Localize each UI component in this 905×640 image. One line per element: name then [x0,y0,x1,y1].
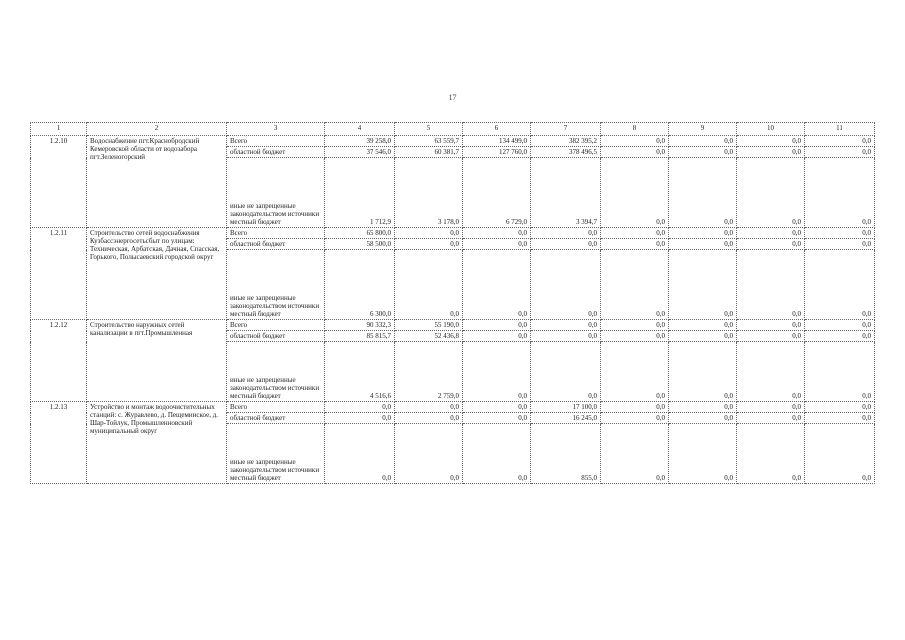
amount-cell: 0,0 [601,342,669,402]
amount-cell: 0,0 [737,424,805,484]
amount-cell: 0,0 [669,239,737,250]
amount-cell: 0,0 [463,342,531,402]
amount-cell: 0,0 [601,250,669,320]
amount-cell: 0,0 [737,250,805,320]
amount-cell: 0,0 [669,147,737,158]
amount-cell: 0,0 [669,413,737,424]
amount-cell: 0,0 [805,320,875,331]
funding-source-cell [227,413,325,424]
amount-cell: 0,0 [805,342,875,402]
amount-cell: 52 436,8 [395,331,463,342]
amount-cell: 0,0 [669,136,737,147]
column-header: 8 [601,123,669,136]
column-header: 6 [463,123,531,136]
amount-cell: 0,0 [463,402,531,413]
amount-cell: 0,0 [601,402,669,413]
funding-source-label: Всего [230,403,248,411]
funding-source-label: областной бюджет [230,148,286,156]
amount-cell: 55 190,0 [395,320,463,331]
amount-cell: 0,0 [463,320,531,331]
amount-cell: 0,0 [805,402,875,413]
amount-cell: 16 245,0 [531,413,601,424]
amount-cell: 0,0 [805,413,875,424]
funding-source-label: областной бюджет [230,414,286,422]
header-row [31,123,875,136]
amount-cell: 0,0 [601,320,669,331]
amount-cell: 0,0 [395,413,463,424]
amount-cell: 0,0 [805,331,875,342]
amount-cell: 0,0 [531,239,601,250]
amount-cell: 2 759,0 [395,342,463,402]
amount-cell: 0,0 [395,402,463,413]
amount-cell: 0,0 [805,147,875,158]
amount-cell: 0,0 [601,147,669,158]
amount-cell: 39 258,0 [325,136,395,147]
item-name: Устройство и монтаж водоочистительных станций: с. Журавлево, д. Пещеминское, д. Шар-Тойлук, Промышленновский муниципальный округ [87,402,227,484]
amount-cell: 0,0 [737,413,805,424]
funding-source-cell [227,402,325,413]
item-name: Водоснабжение пгт.Краснобродский Кемеровской области от водозабора пгт.Зеленогорский [87,136,227,228]
amount-cell: 0,0 [325,402,395,413]
amount-cell: 90 332,3 [325,320,395,331]
amount-cell: 0,0 [601,228,669,239]
amount-cell: 0,0 [463,424,531,484]
funding-source-label: Всего [230,137,248,145]
funding-source-label: местный бюджет [230,310,281,318]
amount-cell: 0,0 [395,228,463,239]
funding-note: иные не запрещенные законодательством источники [230,458,320,474]
funding-note: иные не запрещенные законодательством источники [230,202,320,218]
item-name: Строительство наружных сетей канализации в пгт.Промышленная [87,320,227,402]
item-name: Строительство сетей водоснабжения Кузбассэнергосетьсбыт по улицам: Техническая, Арбатская, Дачная, Спасская, Горького, Полысаевский городской округ [87,228,227,320]
funding-source-label: местный бюджет [230,218,281,226]
table-row [31,402,875,413]
amount-cell: 134 499,0 [463,136,531,147]
amount-cell: 0,0 [737,228,805,239]
amount-cell: 0,0 [805,239,875,250]
amount-cell: 0,0 [805,228,875,239]
column-header: 11 [805,123,875,136]
amount-cell: 37 546,0 [325,147,395,158]
table-row [31,228,875,239]
amount-cell: 4 516,6 [325,342,395,402]
amount-cell: 0,0 [463,239,531,250]
amount-cell: 0,0 [601,424,669,484]
amount-cell: 3 394,7 [531,158,601,228]
column-header: 2 [87,123,227,136]
amount-cell: 58 500,0 [325,239,395,250]
funding-source-cell [227,320,325,331]
amount-cell: 0,0 [601,331,669,342]
amount-cell: 855,0 [531,424,601,484]
amount-cell: 0,0 [325,413,395,424]
amount-cell: 0,0 [531,320,601,331]
amount-cell: 17 100,0 [531,402,601,413]
amount-cell: 0,0 [463,331,531,342]
amount-cell: 0,0 [669,424,737,484]
amount-cell: 63 559,7 [395,136,463,147]
funding-source-cell [227,331,325,342]
amount-cell: 3 178,0 [395,158,463,228]
funding-source-label: областной бюджет [230,240,286,248]
funding-source-label: местный бюджет [230,392,281,400]
funding-source-cell [227,424,325,484]
amount-cell: 0,0 [395,250,463,320]
amount-cell: 0,0 [737,320,805,331]
item-code: 1.2.13 [31,402,87,484]
amount-cell: 0,0 [601,158,669,228]
column-header: 1 [31,123,87,136]
amount-cell: 0,0 [601,239,669,250]
amount-cell: 0,0 [531,228,601,239]
funding-note: иные не запрещенные законодательством источники [230,376,320,392]
amount-cell: 0,0 [737,158,805,228]
amount-cell: 0,0 [531,331,601,342]
amount-cell: 0,0 [325,424,395,484]
amount-cell: 0,0 [737,136,805,147]
column-header: 3 [227,123,325,136]
amount-cell: 6 300,0 [325,250,395,320]
amount-cell: 6 729,0 [463,158,531,228]
amount-cell: 0,0 [669,320,737,331]
amount-cell: 0,0 [805,424,875,484]
amount-cell: 0,0 [531,342,601,402]
funding-note: иные не запрещенные законодательством источники [230,294,320,310]
amount-cell: 0,0 [737,147,805,158]
amount-cell: 0,0 [669,331,737,342]
amount-cell: 0,0 [737,402,805,413]
amount-cell: 0,0 [737,239,805,250]
funding-source-cell [227,228,325,239]
funding-source-cell [227,342,325,402]
amount-cell: 0,0 [805,158,875,228]
amount-cell: 0,0 [669,228,737,239]
amount-cell: 0,0 [669,250,737,320]
amount-cell: 378 496,5 [531,147,601,158]
amount-cell: 0,0 [531,250,601,320]
funding-source-label: областной бюджет [230,332,286,340]
table-row [31,136,875,147]
column-header: 10 [737,123,805,136]
amount-cell: 1 712,9 [325,158,395,228]
column-header: 9 [669,123,737,136]
budget-table [30,122,875,484]
amount-cell: 60 381,7 [395,147,463,158]
amount-cell: 0,0 [805,136,875,147]
column-header: 7 [531,123,601,136]
funding-source-label: местный бюджет [230,474,281,482]
amount-cell: 0,0 [601,136,669,147]
amount-cell: 0,0 [463,413,531,424]
table-row [31,320,875,331]
amount-cell: 0,0 [737,331,805,342]
amount-cell: 0,0 [601,413,669,424]
column-header: 4 [325,123,395,136]
amount-cell: 0,0 [395,239,463,250]
amount-cell: 0,0 [463,228,531,239]
funding-source-cell [227,147,325,158]
amount-cell: 0,0 [805,250,875,320]
funding-source-label: Всего [230,321,248,329]
amount-cell: 0,0 [669,402,737,413]
amount-cell: 85 815,7 [325,331,395,342]
item-code: 1.2.10 [31,136,87,228]
amount-cell: 0,0 [463,250,531,320]
item-code: 1.2.12 [31,320,87,402]
funding-source-cell [227,250,325,320]
column-header: 5 [395,123,463,136]
page-number: 17 [448,93,457,102]
amount-cell: 0,0 [737,342,805,402]
amount-cell: 382 395,2 [531,136,601,147]
funding-source-cell [227,158,325,228]
funding-source-label: Всего [230,229,248,237]
amount-cell: 0,0 [669,158,737,228]
amount-cell: 0,0 [669,342,737,402]
amount-cell: 127 760,0 [463,147,531,158]
amount-cell: 0,0 [395,424,463,484]
funding-source-cell [227,136,325,147]
funding-source-cell [227,239,325,250]
item-code: 1.2.11 [31,228,87,320]
amount-cell: 65 800,0 [325,228,395,239]
